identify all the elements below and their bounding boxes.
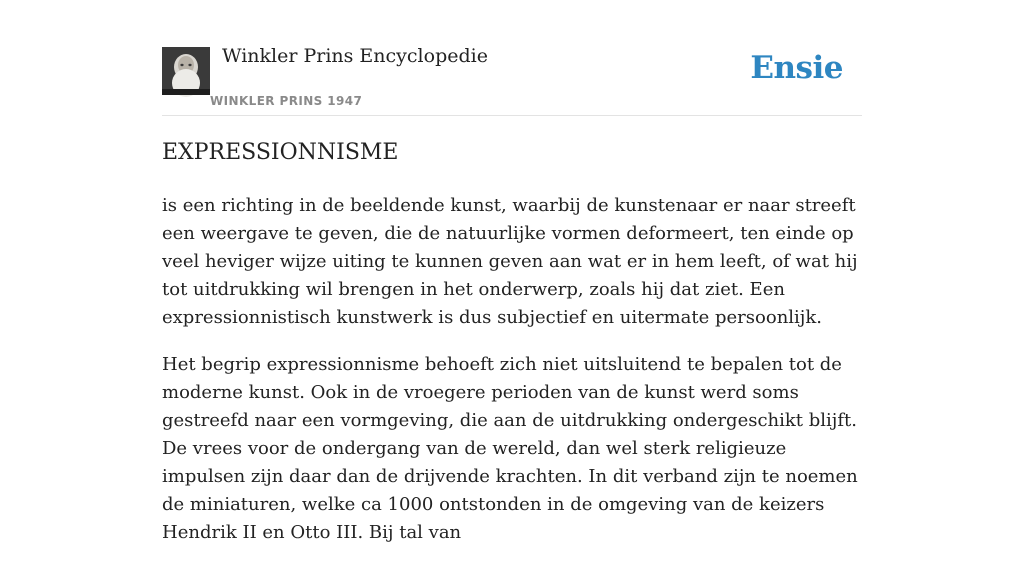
article-headword: EXPRESSIONNISME xyxy=(162,140,399,165)
article-body xyxy=(162,192,862,566)
article-paragraph: is een richting in de beeldende kunst, waarbij de kunstenaar er naar streeft een weergave te geven, die de natuurlijke vormen deformeert, ten einde op veel heviger wijze uiting te kunnen geven aan wat er in hem leeft, of wat hij tot uitdrukking wil brengen in het onderwerp, zoals hij dat ziet. Een expressionnistisch kunstwerk is dus subjectief en uitermate persoonlijk. xyxy=(162,195,858,328)
brand-logo[interactable]: Ensie xyxy=(750,50,843,86)
site-title[interactable]: Winkler Prins Encyclopedie xyxy=(222,45,488,67)
article-paragraph: Het begrip expressionnisme behoeft zich niet uitsluitend te bepalen tot de moderne kunst. Ook in de vroegere perioden van de kunst werd soms gestreefd naar een vormgeving, die aan de uitdrukking ondergeschikt blijft. De vrees voor de ondergang van de wereld, dan wel sterk religieuze impulsen zijn daar dan de drijvende krachten. In dit verband zijn te noemen de miniaturen, welke ca 1000 ontstonden in de omgeving van de keizers Hendrik II en Otto III. Bij tal van xyxy=(162,354,858,543)
author-avatar[interactable] xyxy=(162,47,210,95)
portrait-icon xyxy=(162,47,210,95)
content-container xyxy=(162,0,862,543)
header xyxy=(162,0,862,116)
edition-label[interactable]: WINKLER PRINS 1947 xyxy=(210,94,363,108)
